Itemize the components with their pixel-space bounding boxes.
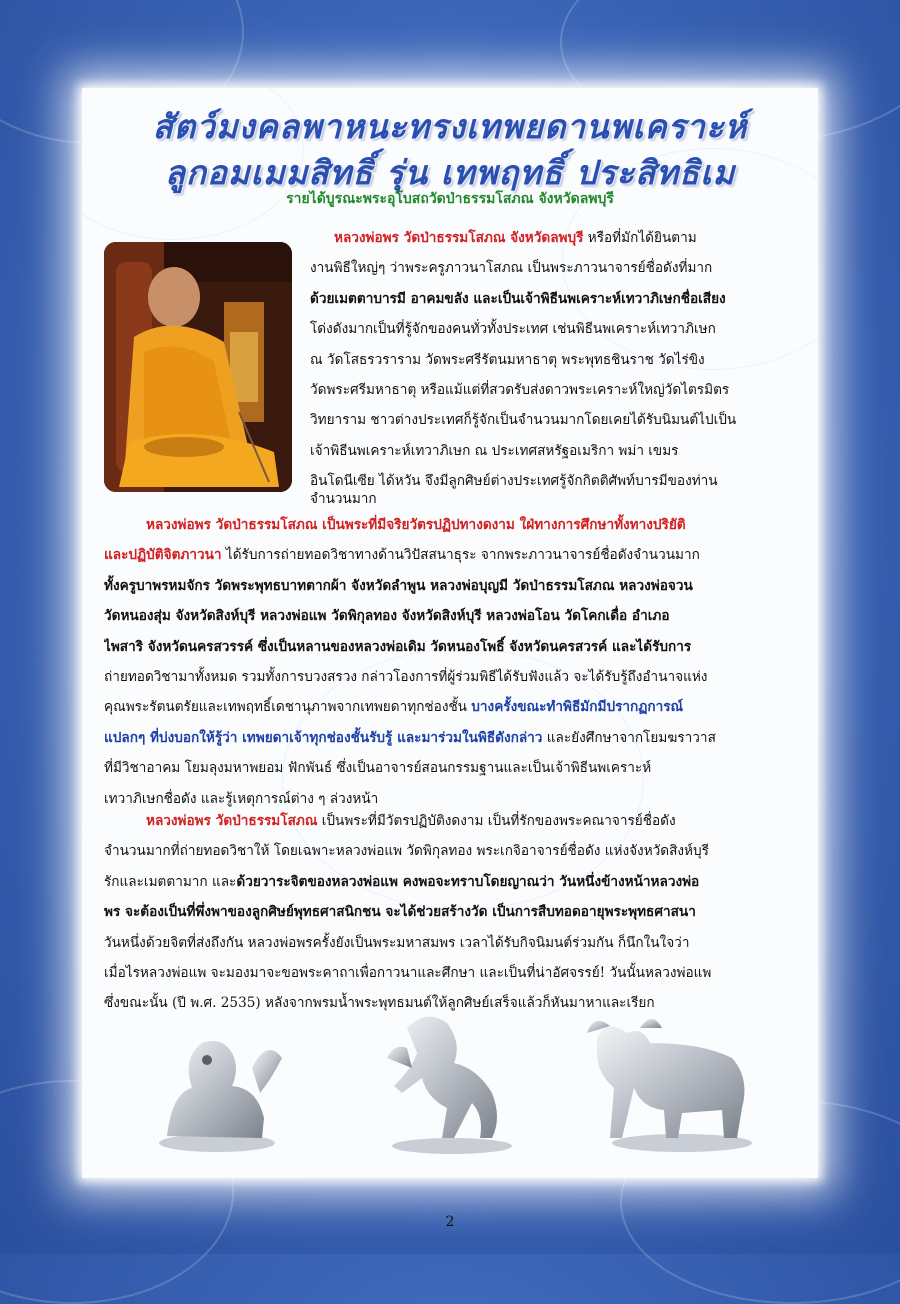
paragraph-2-lead-cont: และปฏิบัติจิตภาวนา xyxy=(104,547,222,564)
paragraph-3 xyxy=(104,806,800,1019)
text-run: หรือที่มักได้ยินตาม xyxy=(583,230,697,246)
amulet-photos xyxy=(82,998,818,1158)
page-title-line-1: สัตว์มงคลพาหนะทรงเทพยดานพเคราะห์ xyxy=(152,107,748,146)
paragraph-3-line: จำนวนมากที่ถ่ายทอดวิชาให้ โดยเฉพาะหลวงพ่อแพ วัดพิกุลทอง พระเกจิอาจารย์ชื่อดัง แห่งจังหวัดสิงห์บุรี xyxy=(104,843,709,860)
paragraph-3-line: วันหนึ่งด้วยจิตที่ส่งถึงกัน หลวงพ่อพรครั้งยังเป็นพระมหาสมพร เวลาได้รับกิจนิมนต์ร่วมกัน ก็นึกในใจว่า xyxy=(104,934,690,951)
paragraph-1-line xyxy=(310,223,800,253)
paragraph-2-line xyxy=(104,692,800,722)
paragraph-2-lead: หลวงพ่อพร วัดป่าธรรมโสภณ เป็นพระที่มีจริยวัตรปฏิปทางดงาม ใฝ่ทางการศึกษาทั้งทางปริยัติ xyxy=(146,517,686,533)
paragraph-3-line: ซึ่งขณะนั้น (ปี พ.ศ. 2535) หลังจากพรมน้ำพระพุทธมนต์ให้ลูกศิษย์เสร็จแล้วก็หันมาหาและเรียก xyxy=(104,995,655,1012)
bull-amulet xyxy=(587,1019,752,1152)
paragraph-2-line xyxy=(104,723,800,753)
paragraph-1-line: จำนวนมาก xyxy=(310,491,377,507)
paragraph-1-line: ณ วัดโสธรวราราม วัดพระศรีรัตนมหาธาตุ พระพุทธชินราช วัดไร่ขิง xyxy=(310,351,705,368)
text-run: เป็นพระที่มีวัตรปฏิบัติงดงาม เป็นที่รักของพระคณาจารย์ชื่อดัง xyxy=(317,813,676,829)
paragraph-1 xyxy=(310,223,800,497)
text-run: คุณพระรัตนตรัยและเทพฤทธิ์เดชานุภาพจากเทพยดาทุกช่องชั้น xyxy=(104,699,472,716)
monk-illustration xyxy=(104,242,292,492)
monk-photo xyxy=(104,242,292,492)
text-run: ได้รับการถ่ายทอดวิชาทางด้านวิปัสสนาธุระ จากพระภาวนาจารย์ชื่อดังจำนวนมาก xyxy=(221,547,700,564)
paragraph-1-line: วิทยาราม ชาวต่างประเทศก็รู้จักเป็นจำนวนมากโดยเคยได้รับนิมนต์ไปเป็น xyxy=(310,412,737,429)
paragraph-3-line xyxy=(104,867,800,897)
monk-name-highlight: หลวงพ่อพร วัดป่าธรรมโสภณ จังหวัดลพบุรี xyxy=(334,230,584,246)
paragraph-2-line xyxy=(104,510,800,540)
page-number: 2 xyxy=(445,1214,455,1230)
bold-text-run: ด้วยวาระจิตของหลวงพ่อแพ คงพอจะทราบโดยญาณว่า วันหนึ่งข้างหน้าหลวงพ่อ xyxy=(236,873,700,890)
paragraph-2-line: ที่มีวิชาอาคม โยมลุงมหาพยอม ฟักพันธ์ ซึ่งเป็นอาจารย์สอนกรรมฐานและเป็นเจ้าพิธีนพเคราะห์ xyxy=(104,760,652,777)
paragraph-2-line xyxy=(104,540,800,570)
paragraph-2-line: ไพสาริ จังหวัดนครสวรรค์ ซึ่งเป็นหลานของหลวงพ่อเดิม วัดหนองโพธิ์ จังหวัดนครสวรค์ และได้รับการ xyxy=(104,638,692,655)
text-run: รักและเมตตามาก และ xyxy=(104,873,237,890)
amulet-illustrations xyxy=(82,998,818,1158)
paragraph-1-line: ด้วยเมตตาบารมี อาคมขลัง และเป็นเจ้าพิธีนพเคราะห์เทวาภิเษกชื่อเสียง xyxy=(310,290,726,307)
paragraph-2-line: เทวาภิเษกชื่อดัง และรู้เหตุการณ์ต่าง ๆ ล่วงหน้า xyxy=(104,790,379,807)
phenomenon-highlight-cont: แปลกๆ ที่บ่งบอกให้รู้ว่า เทพยดาเจ้าทุกช่องชั้นรับรู้ และมาร่วมในพิธีดังกล่าว xyxy=(104,729,543,746)
page-title-line-2: ลูกอมเมมสิทธิ์ รุ่น เทพฤทธิ์ ประสิทธิเม xyxy=(164,153,736,192)
paragraph-1-line: วัดพระศรีมหาธาตุ หรือแม้แต่ที่สวดรับส่งดาวพระเคราะห์ใหญ่วัดไตรมิตร xyxy=(310,381,730,398)
paragraph-2-line: ถ่ายทอดวิชามาทั้งหมด รวมทั้งการบวงสรวง กล่าวโองการที่ผู้ร่วมพิธีได้รับฟังแล้ว จะได้รับรู้ถึงอำนาจแห่ง xyxy=(104,668,708,685)
paragraph-1-line: โด่งดังมากเป็นที่รู้จักของคนทั่วทั้งประเทศ เช่นพิธีนพเคราะห์เทวาภิเษก xyxy=(310,321,716,338)
paragraph-2 xyxy=(104,510,800,814)
paragraph-3-line: เมื่อไรหลวงพ่อแพ จะมองมาจะขอพระคาถาเพื่อกาวนาและศึกษา และเป็นที่น่าอัศจรรย์! วันนั้นหลวงพ่อแพ xyxy=(104,964,712,981)
paragraph-1-line: งานพิธีใหญ่ๆ ว่าพระครูภาวนาโสภณ เป็นพระภาวนาจารย์ชื่อดังที่มาก xyxy=(310,260,713,277)
paragraph-3-lead: หลวงพ่อพร วัดป่าธรรมโสภณ xyxy=(146,813,318,829)
phenomenon-highlight: บางครั้งขณะทำพิธีมักมีปรากฏการณ์ xyxy=(471,699,684,716)
document-page xyxy=(82,88,818,1178)
lion-amulet xyxy=(159,1041,282,1152)
paragraph-1-line: เจ้าพิธีนพเคราะห์เทวาภิเษก ณ ประเทศสหรัฐอเมริกา พม่า เขมร xyxy=(310,442,679,459)
paragraph-1-line: อินโดนีเซีย ได้หวัน จึงมีลูกศิษย์ต่างประเทศรู้จักกิตติศัพท์บารมีของท่าน xyxy=(310,473,718,490)
text-run: และยังศึกษาจากโยมฆราวาส xyxy=(542,729,716,746)
paragraph-2-line: วัดหนองสุ่ม จังหวัดสิงห์บุรี หลวงพ่อแพ วัดพิกุลทอง จังหวัดสิงห์บุรี หลวงพ่อโอน วัดโคกเดื่อ อำเภอ xyxy=(104,608,670,625)
paragraph-3-line: พร จะต้องเป็นที่พึ่งพาของลูกศิษย์พุทธศาสนิกชน จะได้ช่วยสร้างวัด เป็นการสืบทอดอายุพระพุทธศาสนา xyxy=(104,904,696,921)
horse-amulet xyxy=(387,1017,512,1154)
paragraph-3-line xyxy=(104,806,800,836)
page-subtitle: รายได้บูรณะพระอุโบสถวัดป่าธรรมโสภณ จังหวัดลพบุรี xyxy=(286,191,614,207)
paragraph-2-line: ทั้งครูบาพรหมจักร วัดพระพุทธบาทตากผ้า จังหวัดลำพูน หลวงพ่อบุญมี วัดป่าธรรมโสภณ หลวงพ่อจวน xyxy=(104,577,693,594)
